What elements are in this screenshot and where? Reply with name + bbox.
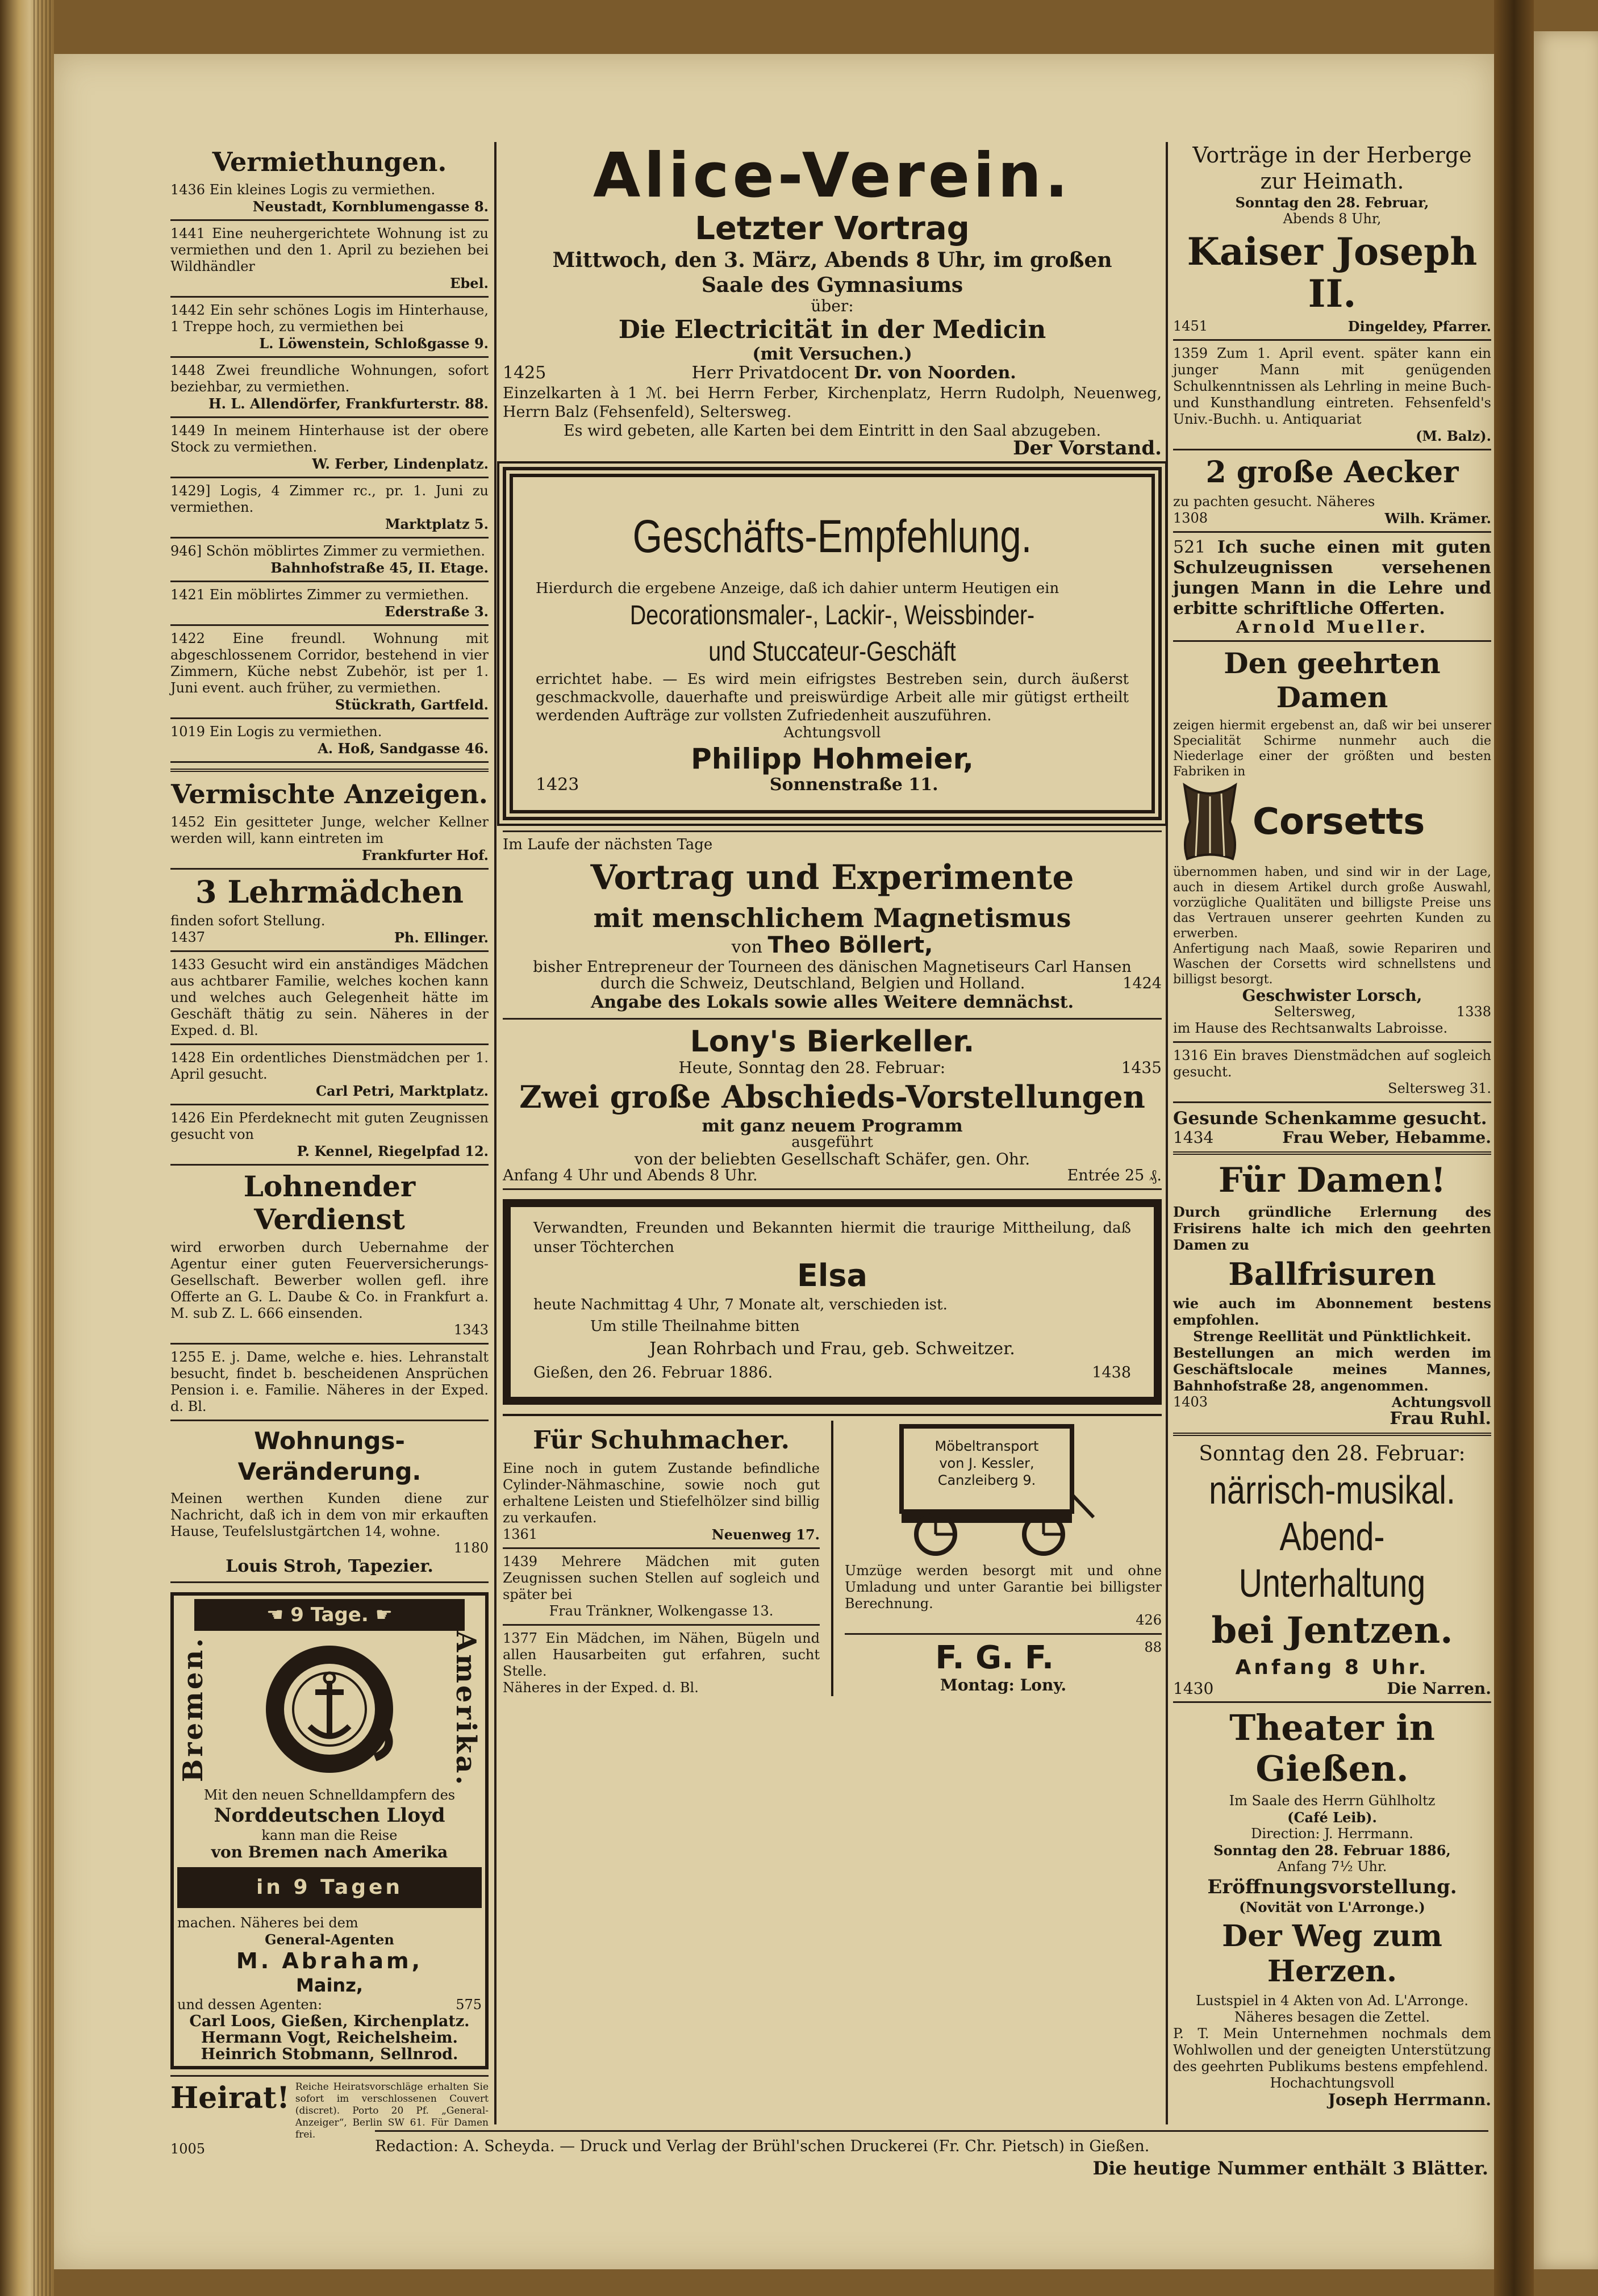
ad-number: 1343 xyxy=(453,1322,489,1338)
ad-heading: Lohnender Verdienst xyxy=(243,1170,416,1236)
narr-venue: bei Jentzen. xyxy=(1211,1609,1453,1652)
alice-topic: Die Electricität in der Medicin xyxy=(618,315,1046,344)
narr-row: 1430 Die Narren. xyxy=(1173,1679,1491,1698)
lloyd-route: von Bremen nach Amerika xyxy=(211,1843,448,1862)
divider xyxy=(170,769,489,772)
footer-imprint: Redaction: A. Scheyda. — Druck und Verlag der Brühl'schen Druckerei (Fr. Chr. Pietsch) in Gießen. xyxy=(375,2138,1150,2155)
ad-number: 1180 xyxy=(453,1540,489,1556)
amme-heading: Gesunde Schenkamme gesucht. xyxy=(1173,1108,1487,1129)
next-page-edge xyxy=(1534,31,1598,2269)
herberge-row: 1451 Dingeldey, Pfarrer. xyxy=(1173,318,1491,335)
damen-text: übernommen haben, und sind wir in der Lage, auch in diesem Artikel durch große Auswahl, vorzügliche Qualitäten und billigste Preise uns das Vertrauen unserer geehrten Kunden zu erwerben. xyxy=(1173,865,1491,941)
divider xyxy=(170,1343,489,1345)
alice-text: (mit Versuchen.) xyxy=(752,344,912,364)
lloyd-agents-row: und dessen Agenten: 575 xyxy=(177,1997,482,2013)
ad-text: 521 Ich suche einen mit guten Schulzeugnissen versehenen jungen Mann in die Lehre und erbitte schriftliche Offerten. xyxy=(1173,537,1491,619)
ad-text: finden sofort Stellung. xyxy=(170,913,326,929)
ad-signature: P. Kennel, Riegelpfad 12. xyxy=(297,1143,489,1159)
geschaeft-text: Achtungsvoll xyxy=(783,724,881,741)
schuh-row: 1361 Neuenweg 17. xyxy=(503,1526,820,1543)
lloyd-agent-line: Heinrich Stobmann, Sellnrod. xyxy=(201,2045,458,2064)
ad-text: zu pachten gesucht. Näheres xyxy=(1173,494,1375,510)
heirat-heading: Heirat! xyxy=(170,2081,290,2116)
death-signature: Jean Rohrbach und Frau, geb. Schweitzer. xyxy=(649,1339,1015,1359)
ad-heading: 3 Lehrmädchen xyxy=(195,874,464,910)
divider xyxy=(1173,640,1491,642)
death-date-row: Gießen, den 26. Februar 1886. 1438 xyxy=(533,1364,1131,1381)
vortrag-row: durch die Schweiz, Deutschland, Belgien und Holland. 1424 xyxy=(600,975,1162,992)
alice-text: über: xyxy=(811,297,854,315)
divider xyxy=(503,1624,820,1626)
narr-heading: Abend-Unterhaltung xyxy=(1238,1514,1426,1605)
fgf-text: Montag: Lony. xyxy=(940,1676,1067,1694)
lony-heading: Lony's Bierkeller. xyxy=(690,1025,975,1059)
theater-text: Sonntag den 28. Februar 1886, xyxy=(1213,1842,1451,1859)
rental-signature: Ederstraße 3. xyxy=(385,603,489,620)
rental-item: 1448 Zwei freundliche Wohnungen, sofort beziehbar, zu vermiethen. xyxy=(170,362,489,395)
ad-text: 1452 Ein gesitteter Junge, welcher Kellner werden will, kann eintreten im xyxy=(170,814,489,846)
ad-number: 1005 xyxy=(170,2141,206,2157)
narr-time: Anfang 8 Uhr. xyxy=(1235,1656,1429,1679)
divider xyxy=(1173,339,1491,341)
ad-signature: Carl Petri, Marktplatz. xyxy=(316,1083,489,1099)
alice-note: Es wird gebeten, alle Karten bei dem Eintritt in den Saal abzugeben. xyxy=(563,422,1102,440)
theater-text: Anfang 7½ Uhr. xyxy=(1277,1859,1387,1875)
ad-text: 1255 E. j. Dame, welche e. hies. Lehranstalt besucht, findet b. bescheidenen Ansprüchen Pension i. e. Familie. Näheres in der Exped. d. Bl. xyxy=(170,1349,489,1414)
divider xyxy=(503,830,1162,832)
divider xyxy=(170,868,489,870)
alice-subheading: Letzter Vortrag xyxy=(695,210,970,247)
fdamen-heading: Für Damen! xyxy=(1218,1160,1446,1200)
theater-text: Eröffnungsvorstellung. xyxy=(1207,1876,1457,1898)
lloyd-anchor-emblem-icon xyxy=(261,1641,398,1777)
narr-date: Sonntag den 28. Februar: xyxy=(1199,1442,1466,1466)
lloyd-text: General-Agenten xyxy=(265,1931,394,1948)
alice-venue: Saale des Gymnasiums xyxy=(701,273,963,297)
book-gutter xyxy=(1494,0,1534,2296)
fdamen-text: Strenge Reellität und Pünktlichkeit. xyxy=(1193,1328,1471,1345)
footer xyxy=(375,2126,1488,2180)
divider xyxy=(1173,449,1491,450)
kessler-wagon-label: Möbeltransport von J. Kessler, Canzleiberg 9. xyxy=(934,1438,1039,1488)
divider xyxy=(170,537,489,538)
rental-item: 1019 Ein Logis zu vermiethen. xyxy=(170,724,382,740)
column-rule-1 xyxy=(494,142,496,2124)
theater-text: Im Saale des Herrn Gühlholtz xyxy=(1229,1793,1436,1809)
divider xyxy=(170,2075,489,2077)
vortrag-subheading: mit menschlichem Magnetismus xyxy=(593,903,1071,933)
book-binding-left xyxy=(0,0,54,2296)
rental-signature: Ebel. xyxy=(450,275,489,291)
damen-text: Anfertigung nach Maaß, sowie Repariren und Waschen der Corsetts wird schnellstens und billigst besorgt. xyxy=(1173,942,1491,987)
schuh-text: Eine noch in gutem Zustande befindliche Cylinder-Nähmaschine, sowie noch gut erhaltene Leisten und Stiefelhölzer sind billig zu verkaufen. xyxy=(503,1460,820,1526)
lloyd-bremen-label: Bremen. xyxy=(177,1635,209,1782)
lloyd-days-bar: in 9 Tagen xyxy=(177,1867,482,1908)
heirat-text: Reiche Heiratsvorschläge erhalten Sie sofort im verschlossenen Couvert (discret). Porto 20 Pf. „General-Anzeiger“, Berlin SW 61. Für Damen frei. xyxy=(295,2081,489,2141)
ad-text: 1316 Ein braves Dienstmädchen auf sogleich gesucht. xyxy=(1173,1047,1491,1080)
corsetts-heading: Corsetts xyxy=(1253,801,1425,843)
ad-text: 1433 Gesucht wird ein anständiges Mädchen aus achtbarer Familie, welches kochen kann und welches auch Gelegenheit hätte im Geschäft thätig zu sein. Näheres in der Exped. d. Bl. xyxy=(170,957,489,1038)
damen-row: Seltersweg, 1338 xyxy=(1274,1004,1491,1020)
alice-tickets: Einzelkarten à 1 ℳ. bei Herrn Ferber, Kirchenplatz, Herrn Rudolph, Neuenweg, Herrn Balz (Fehsenfeld), Seltersweg. xyxy=(503,385,1162,421)
divider xyxy=(1173,1433,1491,1436)
herberge-heading: Vorträge in der Herberge xyxy=(1192,143,1472,168)
ad-text: Meinen werthen Kunden diene zur Nachricht, daß ich in dem von mir erkauften Hause, Teufelslustgärtchen 14, wohne. xyxy=(170,1491,489,1539)
ad-signature: Arnold Mueller. xyxy=(1236,617,1429,637)
section-heading-misc: Vermischte Anzeigen. xyxy=(171,779,488,809)
fgf-row: F. G. F. 88 xyxy=(935,1639,1162,1676)
rental-signature: Neustadt, Kornblumengasse 8. xyxy=(252,198,489,215)
death-text: heute Nachmittag 4 Uhr, 7 Monate alt, verschieden ist. xyxy=(533,1296,948,1313)
geschaeft-trade: Decorationsmaler-, Lackir-, Weissbinder- xyxy=(629,600,1035,631)
rental-signature: W. Ferber, Lindenplatz. xyxy=(312,456,489,472)
ad-row: 1308 Wilh. Krämer. xyxy=(1173,510,1491,527)
divider xyxy=(170,950,489,952)
alice-date: Mittwoch, den 3. März, Abends 8 Uhr, im großen xyxy=(552,248,1112,272)
ad-text: 1439 Mehrere Mädchen mit guten Zeugnissen suchen Stellen auf sogleich und später bei xyxy=(503,1554,820,1602)
corset-icon xyxy=(1173,779,1247,865)
column-right xyxy=(1173,142,1491,2108)
theater-text: (Café Leib). xyxy=(1287,1809,1377,1826)
alice-heading: Alice-Verein. xyxy=(593,140,1072,211)
lloyd-text: machen. Näheres bei dem xyxy=(177,1915,358,1931)
divider xyxy=(170,477,489,478)
bottom-ads-left xyxy=(503,1421,820,1696)
fdamen-text: Bestellungen an mich werden im Geschäftslocale meines Mannes, Bahnhofstraße 28, angenommen. xyxy=(1173,1345,1491,1394)
theater-text: Direction: J. Herrmann. xyxy=(1251,1826,1413,1842)
divider xyxy=(170,624,489,626)
rental-signature: H. L. Allendörfer, Frankfurterstr. 88. xyxy=(208,395,489,412)
rental-item: 1449 In meinem Hinterhause ist der obere Stock zu vermiethen. xyxy=(170,423,489,455)
theater-play: Der Weg zum Herzen. xyxy=(1222,1919,1442,1989)
damen-heading: Den geehrten Damen xyxy=(1224,646,1441,714)
column-center xyxy=(503,142,1162,1696)
ad-heading: Wohnungs-Veränderung. xyxy=(237,1427,422,1485)
section-heading-rentals: Vermiethungen. xyxy=(212,147,447,177)
lloyd-agent: M. Abraham, xyxy=(236,1948,423,1974)
divider xyxy=(1173,1151,1491,1155)
theater-text: Näheres besagen die Zettel. xyxy=(1234,2009,1430,2025)
vortrag-text: Im Laufe der nächsten Tage xyxy=(503,836,713,853)
herberge-text: Sonntag den 28. Februar, xyxy=(1235,194,1429,211)
divider xyxy=(170,1581,489,1583)
divider xyxy=(170,1043,489,1045)
damen-signature: Geschwister Lorsch, xyxy=(1242,986,1422,1005)
herberge-topic: Kaiser Joseph II. xyxy=(1187,229,1478,316)
alice-signature: Der Vorstand. xyxy=(1013,437,1162,460)
lloyd-agent-line: Hermann Vogt, Reichelsheim. xyxy=(201,2029,458,2047)
divider xyxy=(1173,1101,1491,1103)
narr-heading: närrisch-musikal. xyxy=(1209,1468,1455,1512)
lony-text: mit ganz neuem Programm xyxy=(702,1116,963,1136)
lloyd-city: Mainz, xyxy=(296,1974,363,1997)
divider xyxy=(1173,531,1491,533)
rental-signature: L. Löwenstein, Schloßgasse 9. xyxy=(259,335,489,352)
divider xyxy=(845,1633,1162,1635)
divider xyxy=(170,1164,489,1166)
rental-item: 946] Schön möblirtes Zimmer zu vermiethen. xyxy=(170,543,486,559)
divider xyxy=(170,356,489,358)
divider xyxy=(503,1547,820,1549)
theater-signature: Joseph Herrmann. xyxy=(1328,2090,1491,2109)
bottom-ads-right xyxy=(845,1421,1162,1696)
lloyd-amerika-label: Amerika. xyxy=(450,1631,482,1788)
ad-signature: Frau Tränkner, Wolkengasse 13. xyxy=(549,1603,774,1619)
ad-signature: (M. Balz). xyxy=(1416,428,1491,444)
divider xyxy=(503,1018,1162,1020)
divider xyxy=(170,761,489,763)
lony-text: ausgeführt xyxy=(791,1134,873,1151)
ad-signature: Louis Stroh, Tapezier. xyxy=(226,1556,433,1576)
rental-signature: Bahnhofstraße 45, II. Etage. xyxy=(270,560,489,576)
theater-text: Lustspiel in 4 Akten von Ad. L'Arronge. xyxy=(1196,1993,1468,2009)
aecker-heading: 2 große Aecker xyxy=(1205,455,1459,490)
ad-text: 1359 Zum 1. April event. später kann ein junger Mann mit genügenden Schulkenntnissen als Lehrling in meine Buch- und Kunsthandlung eintreten. Fehsenfeld's Univ.-Buchh. u. Antiquariat xyxy=(1173,345,1491,427)
ad-text: wird erworben durch Uebernahme der Agentur einer guten Feuerversicherungs-Gesellschaft. Bewerber wollen gefl. ihre Offerte an G. L. Daube & Co. in Frankfurt a. M. sub Z. L. 666 einsenden. xyxy=(170,1239,489,1321)
herberge-text: Abends 8 Uhr, xyxy=(1283,211,1382,227)
divider xyxy=(170,416,489,418)
lloyd-text: Mit den neuen Schnelldampfern des xyxy=(203,1787,456,1804)
death-text: Verwandten, Freunden und Bekannten hiermit die traurige Mittheilung, daß unser Töchterchen xyxy=(533,1220,1131,1256)
alice-speaker-row: 1425 Herr Privatdocent Dr. von Noorden. xyxy=(503,363,1016,383)
rental-item: 1441 Eine neuhergerichtete Wohnung ist zu vermiethen und den 1. April zu beziehen bei Wildhändler xyxy=(170,226,489,274)
death-name: Elsa xyxy=(797,1258,867,1293)
ad-signature: Frankfurter Hof. xyxy=(361,847,489,863)
rental-item: 1442 Ein sehr schönes Logis im Hinterhause, 1 Treppe hoch, zu vermiethen bei xyxy=(170,302,489,335)
divider xyxy=(503,1188,1162,1190)
divider xyxy=(170,296,489,298)
theater-text: P. T. Mein Unternehmen nochmals dem Wohlwollen und der geneigten Unterstützung des geehrten Publikums bestens empfehlend. xyxy=(1173,2026,1491,2074)
rental-signature: Stückrath, Gartfeld. xyxy=(335,696,489,713)
ad-text: 1428 Ein ordentliches Dienstmädchen per 1. April gesucht. xyxy=(170,1050,489,1082)
lony-row: Anfang 4 Uhr und Abends 8 Uhr. Entrée 25 ₰. xyxy=(503,1167,1162,1184)
fdamen-text: Durch gründliche Erlernung des Frisirens halte ich mich den geehrten Damen zu xyxy=(1173,1204,1491,1253)
column-rule-2 xyxy=(1166,142,1168,2124)
geschaeft-trade: und Stuccateur-Geschäft xyxy=(708,637,956,667)
lloyd-days-banner: ☚ 9 Tage. ☛ xyxy=(194,1599,465,1631)
divider xyxy=(170,1104,489,1105)
ad-number: 426 xyxy=(1136,1612,1162,1628)
death-notice xyxy=(503,1199,1162,1405)
rental-signature: Marktplatz 5. xyxy=(385,516,489,532)
geschaeft-address-row: 1423 Sonnenstraße 11. xyxy=(536,775,938,795)
vortrag-text: bisher Entrepreneur der Tourneen des dänischen Magnetiseurs Carl Hansen xyxy=(533,958,1132,976)
divider xyxy=(170,1420,489,1421)
herberge-heading: zur Heimath. xyxy=(1260,169,1404,194)
theater-heading: Theater in Gießen. xyxy=(1229,1707,1435,1789)
corset-row xyxy=(1173,779,1491,865)
vortrag-text: Angabe des Lokals sowie alles Weitere demnächst. xyxy=(590,992,1074,1012)
damen-text: zeigen hiermit ergebenst an, daß wir bei unserer Specialität Schirme nunmehr auch die Niederlage einer der größten und besten Fabriken in xyxy=(1173,719,1491,779)
divider xyxy=(170,717,489,719)
rental-list xyxy=(170,182,489,763)
rental-item: 1436 Ein kleines Logis zu vermiethen. xyxy=(170,182,436,198)
damen-text: im Hause des Rechtsanwalts Labroisse. xyxy=(1173,1020,1448,1036)
ad-signature: Näheres in der Exped. d. Bl. xyxy=(503,1680,699,1696)
ad-text: 1426 Ein Pferdeknecht mit guten Zeugnissen gesucht von xyxy=(170,1110,489,1142)
lony-row: Heute, Sonntag den 28. Februar: 1435 xyxy=(678,1058,1162,1077)
geschaeft-signature: Philipp Hohmeier, xyxy=(691,742,974,775)
lloyd-text: kann man die Reise xyxy=(261,1827,398,1844)
ad-signature: Seltersweg 31. xyxy=(1388,1080,1491,1096)
rental-item: 1421 Ein möblirtes Zimmer zu vermiethen. xyxy=(170,587,469,603)
lony-text: von der beliebten Gesellschaft Schäfer, gen. Ohr. xyxy=(634,1150,1030,1168)
ad-signature-row: 1437 Ph. Ellinger. xyxy=(170,929,489,946)
amme-row: 1434 Frau Weber, Hebamme. xyxy=(1173,1128,1491,1147)
lloyd-name: Norddeutschen Lloyd xyxy=(214,1804,445,1827)
fdamen-text: wie auch im Abonnement bestens empfohlen. xyxy=(1173,1295,1491,1328)
geschaeft-ad xyxy=(503,467,1162,820)
ad-text: 1377 Ein Mädchen, im Nähen, Bügeln und allen Hausarbeiten gut erfahren, sucht Stelle. xyxy=(503,1630,820,1679)
column-left xyxy=(170,142,489,2157)
fdamen-signature: Frau Ruhl. xyxy=(1390,1409,1491,1429)
schuh-heading: Für Schuhmacher. xyxy=(533,1426,790,1455)
rental-signature: A. Hoß, Sandgasse 46. xyxy=(318,740,489,757)
fdamen-subheading: Ballfrisuren xyxy=(1228,1256,1436,1292)
fdamen-row: 1403 Achtungsvoll xyxy=(1173,1394,1491,1410)
geschaeft-heading: Geschäfts-Empfehlung. xyxy=(632,511,1032,562)
theater-text: (Novität von L'Arronge.) xyxy=(1239,1899,1425,1915)
divider xyxy=(1173,1701,1491,1703)
vortrag-speaker: von Theo Böllert, xyxy=(731,932,933,958)
vortrag-heading: Vortrag und Experimente xyxy=(590,858,1074,897)
column-rule-inner xyxy=(831,1421,833,1696)
footer-note: Die heutige Nummer enthält 3 Blätter. xyxy=(1092,2157,1488,2179)
divider xyxy=(1173,1041,1491,1043)
geschaeft-text: errichtet habe. — Es wird mein eifrigstes Bestreben sein, durch äußerst geschmackvolle, dauerhafte und preiswürdige Arbeit alle mir gütigst ertheilt werdenden Aufträge zur vollsten Zufriedenheit auszuführen. xyxy=(536,671,1129,724)
geschaeft-text: Hierdurch die ergebene Anzeige, daß ich dahier unterm Heutigen ein xyxy=(536,580,1059,597)
rental-item: 1429] Logis, 4 Zimmer rc., pr. 1. Juni zu vermiethen. xyxy=(170,483,489,515)
kessler-wagon xyxy=(845,1421,1162,1563)
bottom-ads xyxy=(503,1414,1162,1696)
lloyd-ad xyxy=(170,1592,489,2069)
lloyd-agent-line: Carl Loos, Gießen, Kirchenplatz. xyxy=(189,2013,470,2031)
divider xyxy=(375,2130,1488,2132)
theater-text: Hochachtungsvoll xyxy=(1270,2075,1395,2091)
rental-item: 1422 Eine freundl. Wohnung mit abgeschlossenem Corridor, bestehend in vier Zimmern, Küche nebst Zubehör, ist per 1. Juni event. auch früher, zu vermiethen. xyxy=(170,631,489,696)
divider xyxy=(170,219,489,221)
kessler-text: Umzüge werden besorgt mit und ohne Umladung und unter Garantie bei billigster Berechnung. xyxy=(845,1563,1162,1612)
death-text: Um stille Theilnahme bitten xyxy=(590,1318,800,1335)
divider xyxy=(170,581,489,582)
lony-subheading: Zwei große Abschieds-Vorstellungen xyxy=(519,1079,1145,1115)
